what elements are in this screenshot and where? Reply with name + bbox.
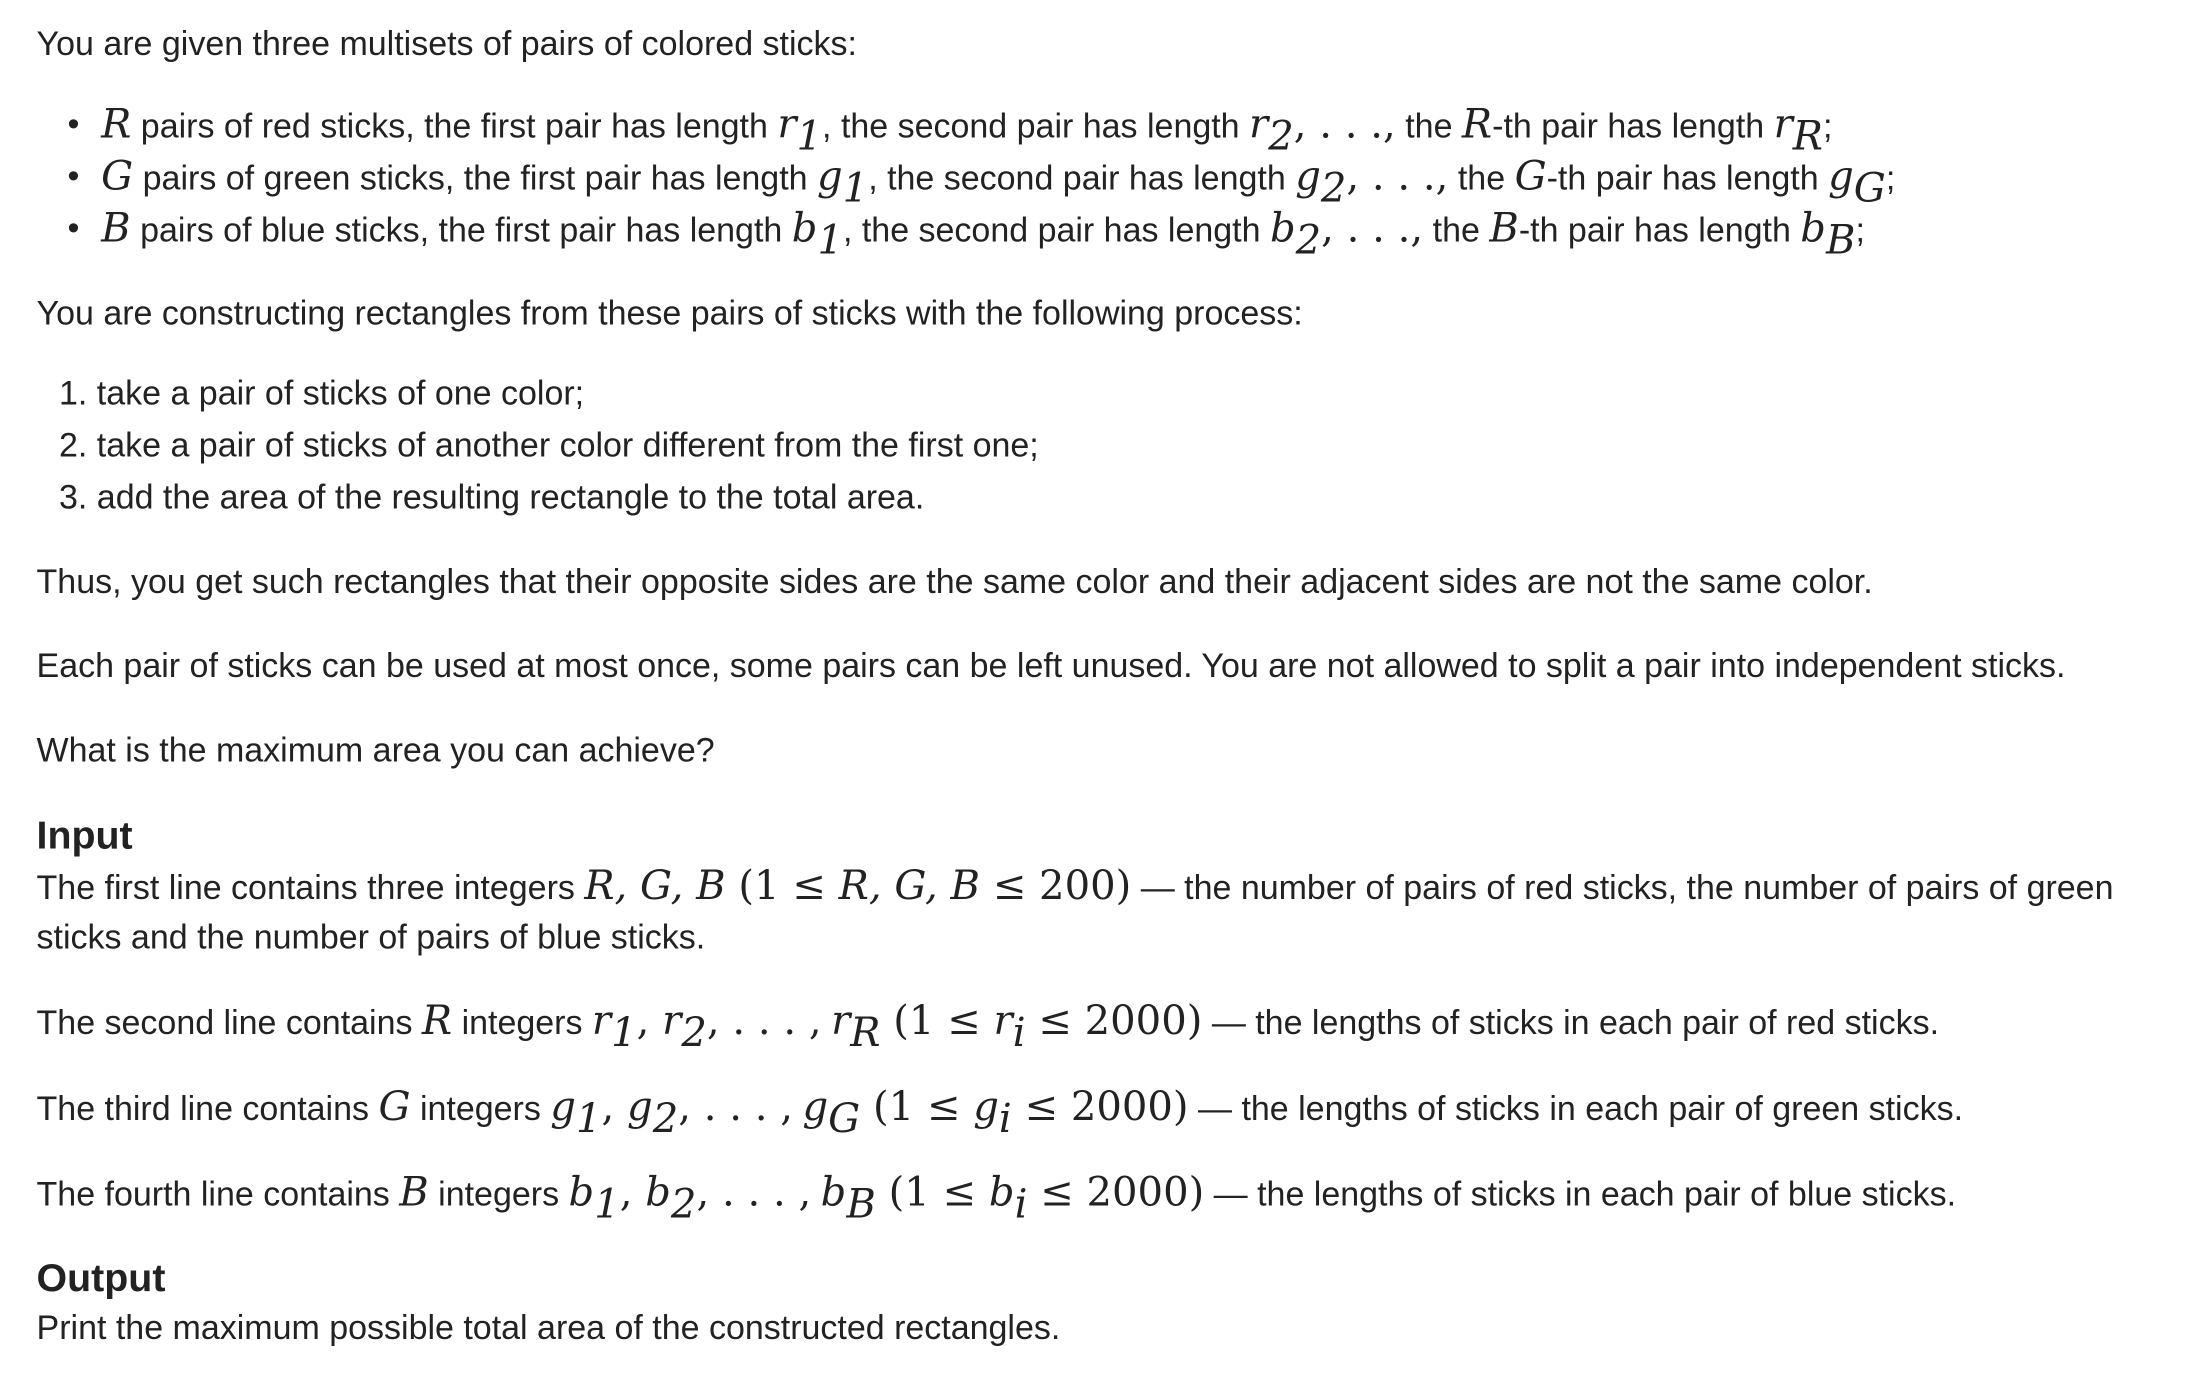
list-item: 3. add the area of the resulting rectangle to the total area.: [59, 479, 925, 518]
bullet-text: -th pair has length: [1518, 212, 1801, 251]
math-constraint: ≤ 2000): [1011, 1081, 1189, 1130]
math-dots: , . . . ,: [678, 1081, 793, 1130]
math-var: G: [378, 1081, 411, 1130]
bullet-text: , the second pair has length: [868, 160, 1296, 199]
bullet-text: ;: [1855, 212, 1865, 251]
bullet-text: the: [1448, 160, 1515, 199]
math-constraint: (1 ≤: [860, 1081, 974, 1130]
math-var: B: [1489, 203, 1519, 252]
math-dots: , . . . ,: [696, 1167, 812, 1216]
output-heading: Output: [36, 1256, 166, 1300]
intro-text: You are given three multisets of pairs of colored sticks:: [36, 25, 857, 64]
math-var: r: [777, 99, 797, 148]
math-sub: 2: [1320, 163, 1347, 212]
list-item-green: [67, 151, 2191, 212]
text: The fourth line contains: [36, 1175, 400, 1214]
math-var: r: [1249, 99, 1269, 148]
math-var: r: [662, 996, 682, 1044]
text: integers: [410, 1090, 551, 1129]
list-item-blue: [67, 203, 2191, 264]
text: integers: [428, 1175, 569, 1214]
math-sub: B: [846, 1179, 876, 1228]
bullet-text: , the second pair has length: [842, 212, 1270, 251]
text: integers: [452, 1004, 592, 1043]
math-sub: 2: [670, 1179, 697, 1228]
math-var: G: [1514, 151, 1547, 200]
bullet-text: pairs of green sticks, the first pair has length: [133, 160, 817, 199]
math-sub: 1: [796, 111, 823, 160]
math-dots: , . . . ,: [706, 996, 822, 1044]
math-sub: 1: [611, 1008, 637, 1056]
math-constraint: (1 ≤: [875, 1167, 989, 1216]
math-var: r: [993, 996, 1013, 1044]
math-var: g: [973, 1081, 999, 1130]
math-constraint: ≤ 200): [979, 861, 1132, 910]
math-sub: 1: [594, 1179, 620, 1228]
bullet-text: the: [1395, 108, 1462, 147]
math-sub: 2: [1268, 111, 1294, 160]
process-intro: You are constructing rectangles from these pairs of sticks with the following process:: [36, 295, 1303, 333]
bullet-text: -th pair has length: [1546, 160, 1829, 199]
math-vars: R, G, B: [584, 861, 726, 910]
input-line-4: [36, 1167, 2192, 1228]
math-sub: 1: [817, 215, 843, 264]
math-comma: ,: [619, 1167, 646, 1216]
math-var: r: [831, 996, 851, 1044]
text: The second line contains: [36, 1004, 422, 1043]
bullet-text: pairs of red sticks, the first pair has length: [131, 108, 778, 147]
math-var: g: [802, 1081, 829, 1130]
bullet-text: the: [1423, 212, 1490, 251]
list-item: 2. take a pair of sticks of another color different from the first one;: [59, 427, 1039, 466]
process-steps-list: [37, 370, 2192, 526]
math-var: b: [988, 1167, 1015, 1216]
math-var: g: [1828, 151, 1854, 200]
input-line-3: [36, 1081, 2192, 1142]
input-line-2: [36, 996, 2192, 1056]
math-var: r: [1773, 99, 1793, 148]
paragraph-constraints: Each pair of sticks can be used at most once, some pairs can be left unused. You are not allowed to split a pair into independent sticks.: [36, 647, 2066, 686]
math-sub: 2: [681, 1008, 707, 1056]
math-var: B: [101, 203, 131, 252]
math-comma: ,: [636, 996, 663, 1044]
input-line-1: [37, 861, 2192, 962]
math-sub: 1: [842, 163, 869, 212]
math-var: b: [645, 1167, 671, 1216]
math-var: b: [791, 203, 818, 252]
math-sub: 1: [575, 1093, 602, 1142]
math-sub: B: [1825, 215, 1856, 264]
text: — the lengths of sticks in each pair of red sticks.: [1202, 1004, 1940, 1043]
math-var: R: [1461, 99, 1493, 148]
math-var: g: [550, 1081, 576, 1130]
text: The third line contains: [36, 1090, 379, 1129]
math-dots: , . . .,: [1293, 99, 1396, 148]
math-sub: 2: [652, 1093, 679, 1142]
output-text: Print the maximum possible total area of the constructed rectangles.: [36, 1309, 1061, 1348]
math-var: b: [820, 1167, 847, 1216]
bullet-text: ;: [1885, 160, 1896, 199]
math-dots: , . . .,: [1346, 151, 1449, 200]
math-sub: 2: [1295, 215, 1322, 264]
math-var: g: [1295, 151, 1321, 200]
math-var: R: [421, 996, 453, 1044]
math-sub: i: [1012, 1008, 1026, 1056]
math-sub: G: [1853, 163, 1886, 212]
math-constraint: ≤ 2000): [1027, 1167, 1205, 1216]
math-var: G: [101, 151, 134, 200]
math-dots: , . . .,: [1321, 203, 1424, 252]
math-sub: i: [1014, 1179, 1028, 1228]
text: — the lengths of sticks in each pair of blue sticks.: [1204, 1175, 1957, 1214]
math-vars: R, G, B: [838, 861, 980, 910]
math-sub: R: [1792, 111, 1824, 160]
math-var: b: [1269, 203, 1296, 252]
math-var: b: [1800, 203, 1826, 252]
math-var: b: [568, 1167, 595, 1216]
math-var: R: [101, 99, 132, 148]
input-heading: Input: [36, 813, 133, 858]
math-var: g: [627, 1081, 653, 1130]
bullet-text: ;: [1823, 108, 1833, 147]
stick-multisets-list: [37, 99, 2192, 264]
math-sub: R: [850, 1008, 881, 1056]
text: — the lengths of sticks in each pair of green sticks.: [1188, 1090, 1964, 1129]
bullet-text: , the second pair has length: [822, 108, 1250, 147]
list-item-red: [67, 99, 2191, 160]
math-constraint: ≤ 2000): [1025, 996, 1203, 1044]
math-sub: G: [828, 1093, 861, 1142]
list-item: 1. take a pair of sticks of one color;: [59, 375, 585, 414]
math-var: B: [399, 1167, 429, 1216]
math-constraint: (1 ≤: [880, 996, 994, 1044]
bullet-text: -th pair has length: [1492, 108, 1774, 147]
text: — the number of pairs of red sticks, the number of pairs of green sticks and the number of pairs of blue sticks.: [36, 869, 2114, 957]
text: The first line contains three integers: [36, 869, 585, 908]
math-constraint: (1 ≤: [725, 861, 839, 910]
math-var: g: [816, 151, 843, 200]
math-sub: i: [998, 1093, 1012, 1142]
paragraph-thus: Thus, you get such rectangles that their opposite sides are the same color and their adjacent sides are not the same color.: [36, 563, 1873, 602]
math-var: r: [591, 996, 612, 1044]
bullet-text: pairs of blue sticks, the first pair has length: [130, 212, 792, 251]
math-comma: ,: [601, 1081, 628, 1130]
paragraph-question: What is the maximum area you can achieve?: [36, 732, 715, 770]
